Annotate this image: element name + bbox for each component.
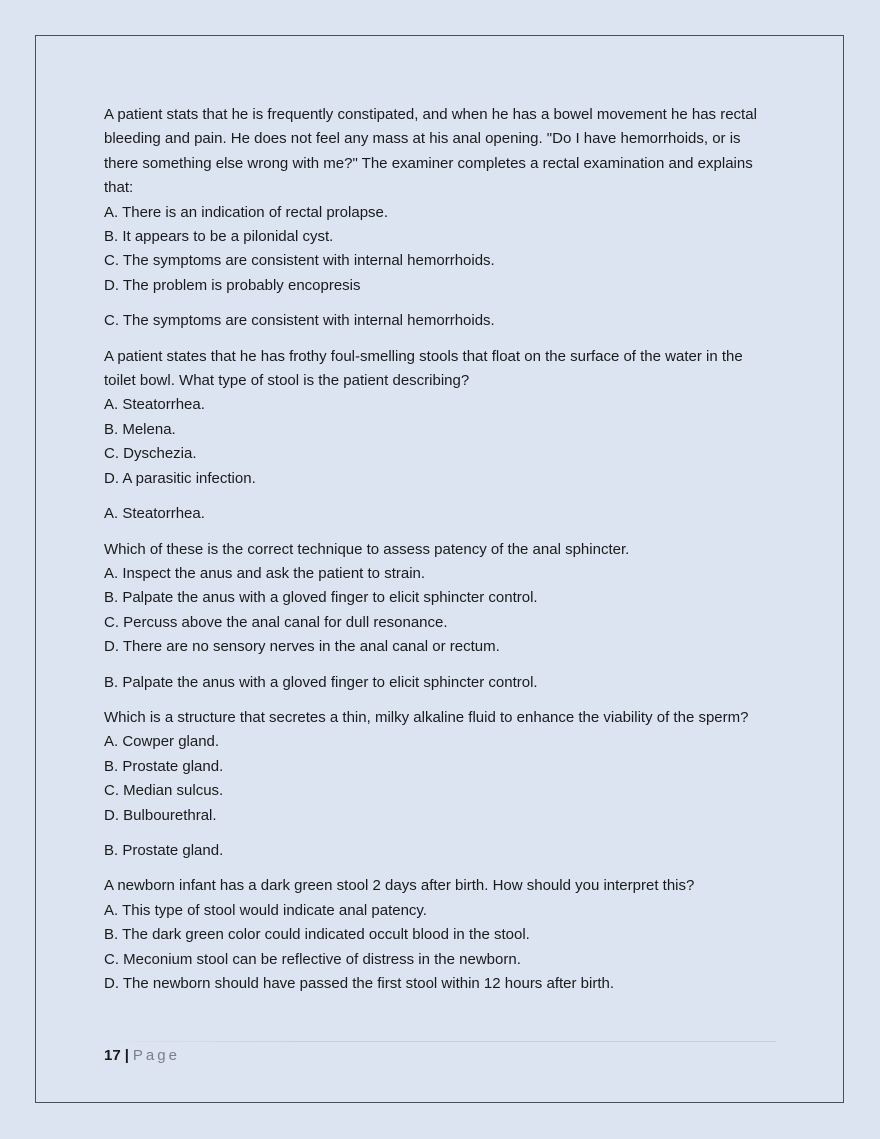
option-b: B. It appears to be a pilonidal cyst. xyxy=(104,228,334,246)
option-d: D. The newborn should have passed the first stool within 12 hours after birth. xyxy=(104,975,615,992)
option-c: C. Percuss above the anal canal for dull resonance. xyxy=(104,613,448,631)
question-block-5 xyxy=(104,874,776,996)
question-text: Which of these is the correct technique to assess patency of the anal sphincter. xyxy=(104,540,630,558)
document-body xyxy=(104,103,776,996)
option-a: A. Inspect the anus and ask the patient to strain. xyxy=(104,564,426,582)
option-a: A. This type of stool would indicate anal patency. xyxy=(104,901,427,919)
question-block-1 xyxy=(104,103,776,345)
option-d: D. Bulbourethral. xyxy=(104,806,217,824)
option-b: B. Palpate the anus with a gloved finger to elicit sphincter control. xyxy=(104,589,538,607)
option-b: B. Melena. xyxy=(104,420,176,438)
page-label: Page xyxy=(132,1047,180,1064)
question-text: A patient states that he has frothy foul-smelling stools that float on the surface of the water in the toilet bowl. What type of stool is the patient describing? xyxy=(104,347,743,390)
page-footer xyxy=(104,1045,776,1067)
answer-text: A. Steatorrhea. xyxy=(104,505,205,523)
question-block-3 xyxy=(104,538,776,706)
page-number: 17 xyxy=(104,1047,121,1064)
option-c: C. Median sulcus. xyxy=(104,782,224,800)
page-separator: | xyxy=(124,1047,129,1064)
answer-text: B. Palpate the anus with a gloved finger to elicit sphincter control. xyxy=(104,673,538,691)
option-d: D. A parasitic infection. xyxy=(104,469,256,487)
option-c: C. The symptoms are consistent with internal hemorrhoids. xyxy=(104,252,495,270)
question-block-4 xyxy=(104,706,776,874)
option-a: A. Cowper gland. xyxy=(104,733,220,751)
question-text: A newborn infant has a dark green stool 2 days after birth. How should you interpret this? xyxy=(104,877,695,895)
question-block-2 xyxy=(104,345,776,538)
answer-text: C. The symptoms are consistent with internal hemorrhoids. xyxy=(104,312,495,330)
option-b: B. The dark green color could indicated occult blood in the stool. xyxy=(104,926,530,944)
option-c: C. Dyschezia. xyxy=(104,445,197,463)
option-c: C. Meconium stool can be reflective of distress in the newborn. xyxy=(104,950,521,968)
question-text: Which is a structure that secretes a thin, milky alkaline fluid to enhance the viability of the sperm? xyxy=(104,708,749,726)
option-b: B. Prostate gland. xyxy=(104,757,224,775)
option-d: D. The problem is probably encopresis xyxy=(104,276,361,294)
question-text: A patient stats that he is frequently constipated, and when he has a bowel movement he has rectal bleeding and pain. He does not feel any mass at his anal opening. "Do I have hemorrhoids, or is there something else wrong with me?" The examiner completes a rectal examination and explains that: xyxy=(104,106,757,197)
option-a: A. There is an indication of rectal prolapse. xyxy=(104,203,389,221)
option-a: A. Steatorrhea. xyxy=(104,396,205,414)
footer-rule xyxy=(104,1041,776,1042)
option-d: D. There are no sensory nerves in the anal canal or rectum. xyxy=(104,638,500,656)
answer-text: B. Prostate gland. xyxy=(104,841,224,859)
